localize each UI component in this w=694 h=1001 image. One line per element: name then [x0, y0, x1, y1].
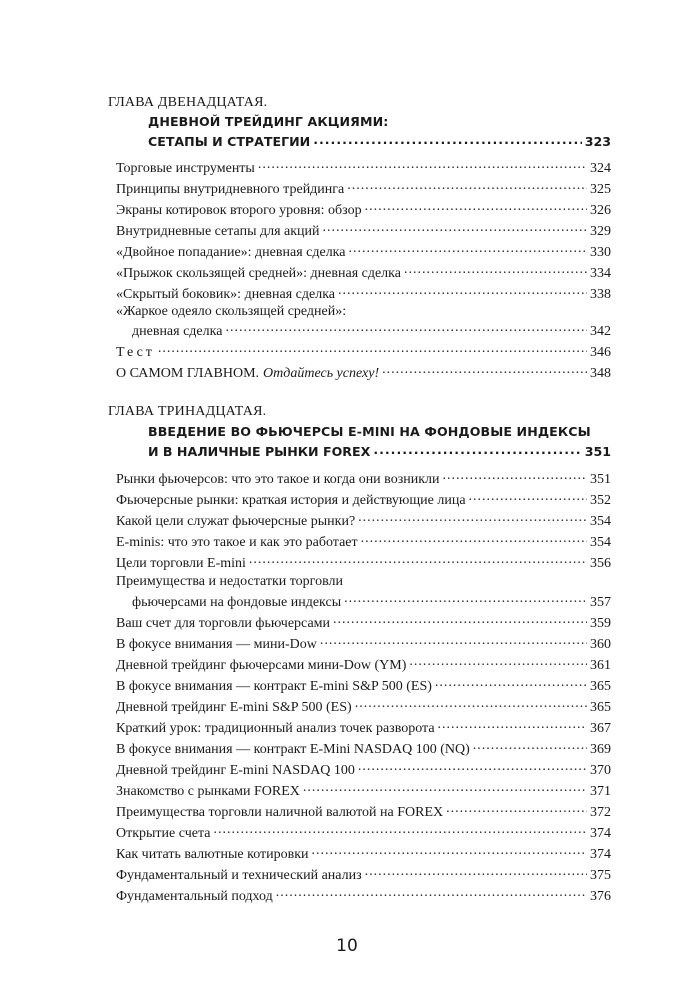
toc-entry-text: Какой цели служат фьючерсные рынки?: [116, 514, 356, 529]
toc-entry: [116, 179, 611, 197]
toc-entry-text: Знакомство с рынками FOREX: [116, 784, 300, 799]
toc-entry-page: 329: [590, 224, 611, 239]
toc-entry-text: Как читать валютные котировки: [116, 847, 309, 862]
toc-entry-text: Торговые инструменты: [116, 161, 255, 176]
chapter-13-title-row: [148, 442, 611, 460]
toc-entry-page: 351: [590, 472, 611, 487]
toc-entry-page: 372: [590, 805, 611, 820]
dot-leader: [344, 592, 587, 606]
toc-entry: [116, 284, 611, 302]
dot-leader: [358, 511, 587, 525]
toc-entry-text: Цели торговли E-mini: [116, 556, 246, 571]
toc-entry: [116, 490, 611, 508]
dot-leader: [348, 242, 587, 256]
toc-entry-italic-text: Отдайтесь успеху!: [263, 366, 380, 381]
toc-entry-page: 369: [590, 742, 611, 757]
toc-entry-page: 325: [590, 182, 611, 197]
dot-leader: [158, 342, 587, 356]
toc-entry-page: 365: [590, 679, 611, 694]
toc-entry: [116, 760, 611, 778]
toc-entry-text: В фокусе внимания — мини-Dow: [116, 637, 317, 652]
toc-entry: [116, 532, 611, 550]
dot-leader: [338, 284, 587, 298]
toc-entry-page: 374: [590, 826, 611, 841]
toc-entry-text: В фокусе внимания — контракт E-mini S&P 500 (ES): [116, 679, 432, 694]
chapter-13-title-line1: ВВЕДЕНИЕ ВО ФЬЮЧЕРСЫ E-MINI НА ФОНДОВЫЕ ИНДЕКСЫ: [148, 424, 591, 439]
toc-entry: [116, 844, 611, 862]
toc-entry: [116, 613, 611, 631]
dot-leader: [473, 739, 587, 753]
toc-entry: [132, 321, 611, 339]
dot-leader: [382, 363, 587, 377]
toc-entry-page: 357: [590, 595, 611, 610]
toc-entry-page: 352: [590, 493, 611, 508]
dot-leader: [355, 697, 587, 711]
dot-leader: [438, 718, 587, 732]
toc-entry-text: Дневной трейдинг E-mini S&P 500 (ES): [116, 700, 352, 715]
dot-leader: [225, 321, 587, 335]
toc-entry: [116, 697, 611, 715]
toc-entry-text: «Двойное попадание»: дневная сделка: [116, 245, 346, 260]
toc-entry-page: 359: [590, 616, 611, 631]
toc-entry: [116, 802, 611, 820]
chapter-12-title-line1: ДНЕВНОЙ ТРЕЙДИНГ АКЦИЯМИ:: [148, 114, 389, 129]
toc-entry-main: [116, 363, 611, 381]
toc-entry-text: Тест: [116, 345, 155, 360]
toc-entry-text: Ваш счет для торговли фьючерсами: [116, 616, 331, 631]
toc-entry-text: «Прыжок скользящей средней»: дневная сделка: [116, 266, 401, 281]
toc-entry: [116, 823, 611, 841]
toc-entry-text: «Жаркое одеяло скользящей средней»:: [116, 304, 347, 319]
chapter-12-title-row: [148, 132, 611, 150]
dot-leader: [333, 613, 587, 627]
chapter-12-title-page: 323: [584, 134, 611, 149]
toc-entry-text: Экраны котировок второго уровня: обзор: [116, 203, 362, 218]
chapter-13-title-page: 351: [584, 444, 611, 459]
toc-entry-page: 374: [590, 847, 611, 862]
dot-leader: [365, 865, 587, 879]
dot-leader: [276, 886, 587, 900]
chapter-12-label: ГЛАВА ДВЕНАДЦАТАЯ.: [108, 95, 268, 110]
toc-entry-page: 361: [590, 658, 611, 673]
toc-entry-text: Фундаментальный и технический анализ: [116, 868, 362, 883]
toc-entry-text: Дневной трейдинг фьючерсами мини-Dow (YM): [116, 658, 407, 673]
toc-entry-page: 354: [590, 514, 611, 529]
dot-leader: [404, 263, 587, 277]
toc-entry-text: Внутридневные сетапы для акций: [116, 224, 320, 239]
toc-entry: [116, 263, 611, 281]
toc-entry: [116, 718, 611, 736]
toc-entry: [116, 634, 611, 652]
toc-entry-text: В фокусе внимания — контракт E-Mini NASDAQ 100 (NQ): [116, 742, 470, 757]
toc-entry-page: 338: [590, 287, 611, 302]
chapter-13-label: ГЛАВА ТРИНАДЦАТАЯ.: [108, 404, 267, 419]
toc-entry-page: 330: [590, 245, 611, 260]
toc-entry: [116, 469, 611, 487]
toc-entry: [116, 221, 611, 239]
toc-entry: [116, 553, 611, 571]
dot-leader: [469, 490, 587, 504]
toc-entry: [116, 511, 611, 529]
toc-entry: [116, 865, 611, 883]
toc-entry-text: «Скрытый боковик»: дневная сделка: [116, 287, 335, 302]
toc-entry: [116, 158, 611, 176]
toc-entry-page: 334: [590, 266, 611, 281]
chapter-13-title-line2: И В НАЛИЧНЫЕ РЫНКИ FOREX: [148, 444, 371, 459]
dot-leader: [435, 676, 587, 690]
toc-entry-text: Фундаментальный подход: [116, 889, 273, 904]
toc-entry-page: 376: [590, 889, 611, 904]
toc-entry-test: [116, 342, 611, 360]
toc-entry-page: 367: [590, 721, 611, 736]
dot-leader: [373, 442, 581, 456]
toc-entry-page: 326: [590, 203, 611, 218]
toc-entry-text: фьючерсами на фондовые индексы: [132, 595, 342, 610]
chapter-12-title-line2: СЕТАПЫ И СТРАТЕГИИ: [148, 134, 311, 149]
toc-entry-page: 348: [590, 366, 611, 381]
toc-entry: [116, 886, 611, 904]
toc-entry-text: Фьючерсные рынки: краткая история и действующие лица: [116, 493, 466, 508]
toc-entry-page: 365: [590, 700, 611, 715]
toc-entry-page: 324: [590, 161, 611, 176]
toc-entry-text: О САМОМ ГЛАВНОМ.: [116, 366, 260, 381]
dot-leader: [249, 553, 587, 567]
toc-entry: [116, 655, 611, 673]
toc-entry-text: Преимущества торговли наличной валютой на FOREX: [116, 805, 444, 820]
toc-entry-page: 371: [590, 784, 611, 799]
dot-leader: [323, 221, 587, 235]
dot-leader: [442, 469, 587, 483]
toc-entry-page: 360: [590, 637, 611, 652]
dot-leader: [313, 132, 582, 146]
toc-entry: [132, 592, 611, 610]
dot-leader: [365, 200, 587, 214]
toc-entry: [116, 739, 611, 757]
dot-leader: [320, 634, 587, 648]
dot-leader: [347, 179, 587, 193]
toc-entry-page: 346: [590, 345, 611, 360]
toc-entry-page: 354: [590, 535, 611, 550]
toc-entry: [116, 676, 611, 694]
toc-entry: [116, 781, 611, 799]
toc-entry: [116, 242, 611, 260]
toc-entry-page: 356: [590, 556, 611, 571]
toc-entry: [116, 200, 611, 218]
toc-entry-text: Рынки фьючерсов: что это такое и когда они возникли: [116, 472, 440, 487]
toc-entry-text: E-minis: что это такое и как это работает: [116, 535, 358, 550]
toc-entry-text: Преимущества и недостатки торговли: [116, 574, 343, 589]
dot-leader: [409, 655, 587, 669]
toc-entry-page: 375: [590, 868, 611, 883]
dot-leader: [446, 802, 587, 816]
toc-entry-text: Открытие счета: [116, 826, 211, 841]
toc-entry-page: 342: [590, 324, 611, 339]
toc-entry-text: Краткий урок: традиционный анализ точек разворота: [116, 721, 435, 736]
dot-leader: [258, 158, 587, 172]
dot-leader: [213, 823, 587, 837]
dot-leader: [303, 781, 587, 795]
dot-leader: [361, 532, 587, 546]
toc-entry-text: Принципы внутридневного трейдинга: [116, 182, 345, 197]
toc-entry-page: 370: [590, 763, 611, 778]
dot-leader: [358, 760, 587, 774]
dot-leader: [312, 844, 587, 858]
toc-entry-text: дневная сделка: [132, 324, 223, 339]
toc-entry-text: Дневной трейдинг E-mini NASDAQ 100: [116, 763, 355, 778]
page-number: 10: [336, 936, 358, 956]
